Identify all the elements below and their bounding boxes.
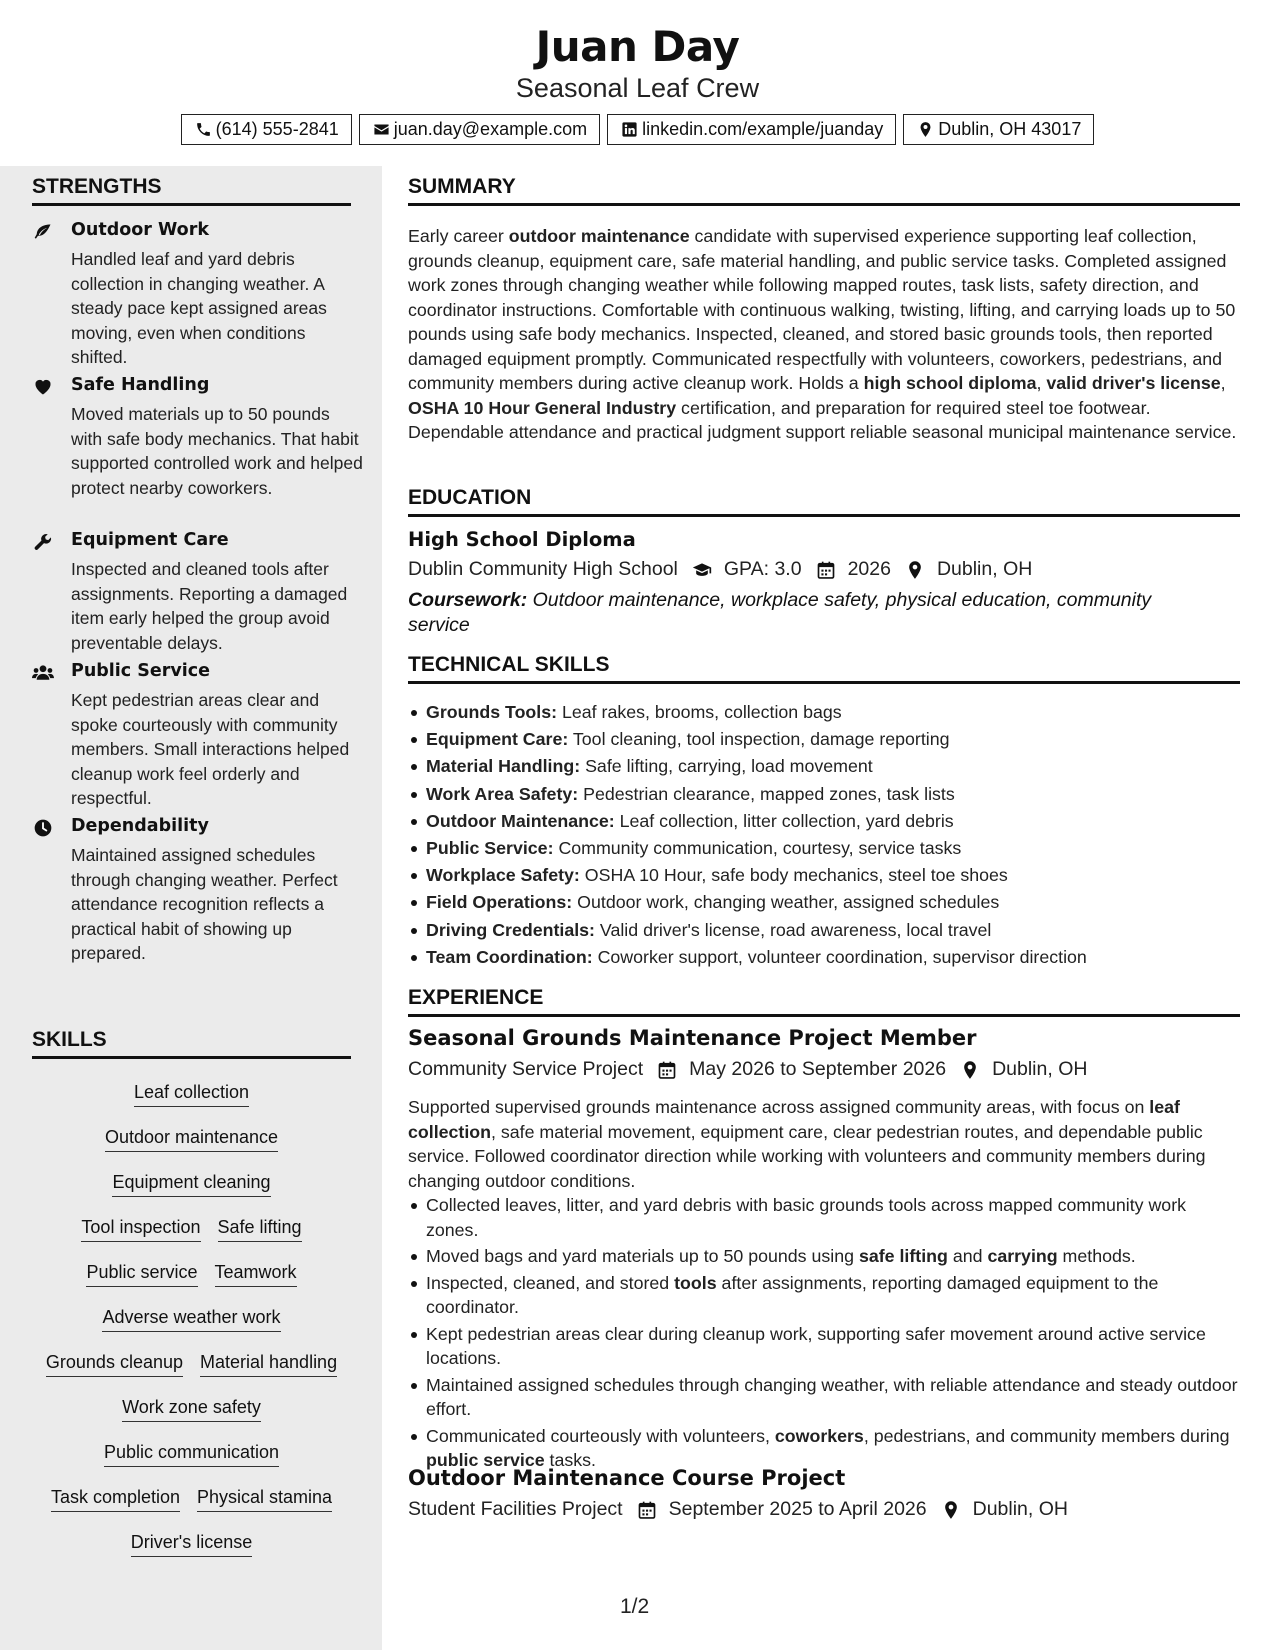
education-meta: [408, 558, 1032, 581]
contact-location[interactable]: Dublin, OH 43017: [903, 114, 1094, 145]
job-title: Outdoor Maintenance Course Project: [408, 1466, 846, 1490]
skill-tag: Task completion: [51, 1485, 180, 1512]
skill-tag: Physical stamina: [197, 1485, 332, 1512]
calendar-icon: [657, 1060, 677, 1080]
map-pin-icon: [905, 560, 925, 580]
skill-tag: Leaf collection: [134, 1080, 249, 1107]
contact-email[interactable]: juan.day@example.com: [359, 114, 600, 145]
technical-skills-heading: TECHNICAL SKILLS: [408, 653, 1240, 684]
skill-tag: Public communication: [104, 1440, 279, 1467]
candidate-name: Juan Day: [535, 22, 740, 71]
education-heading: EDUCATION: [408, 486, 1240, 517]
experience-heading: EXPERIENCE: [408, 986, 1240, 1017]
calendar-icon: [637, 1500, 657, 1520]
graduation-year: 2026: [847, 558, 891, 580]
heart-icon: [32, 377, 54, 397]
page-number: 1/2: [620, 1595, 650, 1618]
degree-title: High School Diploma: [408, 528, 636, 551]
skill-tag: Equipment cleaning: [112, 1170, 270, 1197]
linkedin-icon: [621, 121, 638, 138]
list-item: Communicated courteously with volunteers, coworkers, pedestrians, and community members during public service tasks.: [408, 1424, 1240, 1473]
skill-tag: Outdoor maintenance: [105, 1125, 278, 1152]
contact-phone[interactable]: (614) 555-2841: [181, 114, 352, 145]
job-meta: [408, 1498, 1068, 1521]
map-pin-icon: [941, 1500, 961, 1520]
list-item: Workplace Safety: OSHA 10 Hour, safe body mechanics, steel toe shoes: [408, 863, 1240, 890]
skill-tag: Tool inspection: [81, 1215, 200, 1242]
job-description: Supported supervised grounds maintenance across assigned community areas, with focus on leaf collection, safe material movement, equipment care, clear pedestrian routes, and dependable public service. Followed coordinator direction while working with volunteers and community members during changing outdoor conditions.: [408, 1097, 1206, 1191]
wrench-icon: [32, 532, 54, 552]
list-item: Grounds Tools: Leaf rakes, brooms, collection bags: [408, 700, 1240, 727]
list-item: Moved bags and yard materials up to 50 pounds using safe lifting and carrying methods.: [408, 1244, 1240, 1269]
map-pin-icon: [917, 121, 934, 138]
map-pin-icon: [960, 1060, 980, 1080]
gpa: GPA: 3.0: [723, 558, 802, 580]
job-location: Dublin, OH: [972, 1498, 1068, 1520]
contact-linkedin[interactable]: linkedin.com/example/juanday: [607, 114, 896, 145]
list-item: Team Coordination: Coworker support, volunteer coordination, supervisor direction: [408, 945, 1240, 972]
skill-tag: Driver's license: [131, 1530, 252, 1557]
summary-text: Early career outdoor maintenance candidate with supervised experience supporting leaf collection, grounds cleanup, equipment care, safe material handling, and public service tasks. Completed assigned work zones through changing weather while following mapped routes, task lists, safety direction, and coordinator instructions. Comfortable with continuous walking, twisting, lifting, and carrying loads up to 50 pounds using safe body mechanics. Inspected, cleaned, and stored basic grounds tools, then reported damaged equipment promptly. Communicated respectfully with volunteers, coworkers, pedestrians, and community members during active cleanup work. Holds a high school diploma, valid driver's license, OSHA 10 Hour General Industry certification, and preparation for required steel toe footwear. Dependable attendance and practical judgment support reliable seasonal municipal maintenance service.: [408, 226, 1237, 442]
skill-tag: Work zone safety: [122, 1395, 261, 1422]
phone-icon: [195, 121, 212, 138]
calendar-icon: [816, 560, 836, 580]
leaf-icon: [32, 222, 54, 242]
envelope-icon: [373, 121, 390, 138]
technical-skills-list: [408, 700, 1240, 972]
list-item: Driving Credentials: Valid driver's license, road awareness, local travel: [408, 918, 1240, 945]
skill-tag: Grounds cleanup: [46, 1350, 183, 1377]
job-org: Student Facilities Project: [408, 1498, 623, 1520]
strengths-heading: STRENGTHS: [32, 175, 351, 206]
graduation-cap-icon: [692, 560, 712, 580]
job-title: Seasonal Grounds Maintenance Project Member: [408, 1026, 977, 1050]
skill-tag: Adverse weather work: [102, 1305, 280, 1332]
list-item: Collected leaves, litter, and yard debris with basic grounds tools across mapped community work zones.: [408, 1193, 1240, 1242]
list-item: Equipment Care: Tool cleaning, tool inspection, damage reporting: [408, 727, 1240, 754]
skill-tag: Material handling: [200, 1350, 337, 1377]
job-meta: [408, 1058, 1087, 1081]
contact-bar: [0, 114, 1275, 145]
job-location: Dublin, OH: [992, 1058, 1088, 1080]
list-item: Field Operations: Outdoor work, changing weather, assigned schedules: [408, 890, 1240, 917]
skills-heading: SKILLS: [32, 1028, 351, 1059]
list-item: Maintained assigned schedules through changing weather, with reliable attendance and steady outdoor effort.: [408, 1373, 1240, 1422]
job-dates: May 2026 to September 2026: [689, 1058, 947, 1080]
job-org: Community Service Project: [408, 1058, 644, 1080]
candidate-role: Seasonal Leaf Crew: [515, 73, 760, 103]
list-item: Inspected, cleaned, and stored tools after assignments, reporting damaged equipment to the coordinator.: [408, 1271, 1240, 1320]
list-item: Material Handling: Safe lifting, carrying, load movement: [408, 754, 1240, 781]
job-bullets: [408, 1193, 1240, 1473]
clock-icon: [32, 818, 54, 838]
school-location: Dublin, OH: [936, 558, 1033, 580]
school-name: Dublin Community High School: [408, 558, 678, 580]
list-item: Public Service: Community communication, courtesy, service tasks: [408, 836, 1240, 863]
list-item: Kept pedestrian areas clear during cleanup work, supporting safer movement around active service locations.: [408, 1322, 1240, 1371]
resume-header: [0, 0, 1275, 166]
users-icon: [32, 663, 54, 683]
skill-tag: Public service: [86, 1260, 197, 1287]
list-item: Outdoor Maintenance: Leaf collection, litter collection, yard debris: [408, 809, 1240, 836]
list-item: Work Area Safety: Pedestrian clearance, mapped zones, task lists: [408, 782, 1240, 809]
skill-tag: Safe lifting: [218, 1215, 302, 1242]
coursework: Coursework: Outdoor maintenance, workplace safety, physical education, community service: [408, 589, 1152, 636]
skill-tag: Teamwork: [215, 1260, 297, 1287]
summary-heading: SUMMARY: [408, 175, 1240, 206]
sidebar: STRENGTHS Outdoor Work Handled leaf and yard debris collection in changing weather. A steady pace kept assigned areas moving, even when conditions shifted. Safe Handling Moved materials up to 50 pounds with safe body mechanics. That habit supported controlled work and helped protect nearby coworkers. Equipment Care Inspected and cleaned tools after assignments. Reporting a damaged item early helped the group avoid preventable delays. Public Service Kept pedestrian areas clear and spoke courteously with community members. Small interactions helped cleanup work feel orderly and respectful. Dependability Maintained assigned schedules through changing weather. Perfect attendance recognition reflects a practical habit of showing up prepared. SKILLS: [0, 166, 382, 1650]
skills-list: [32, 1080, 351, 1575]
job-dates: September 2025 to April 2026: [668, 1498, 927, 1520]
